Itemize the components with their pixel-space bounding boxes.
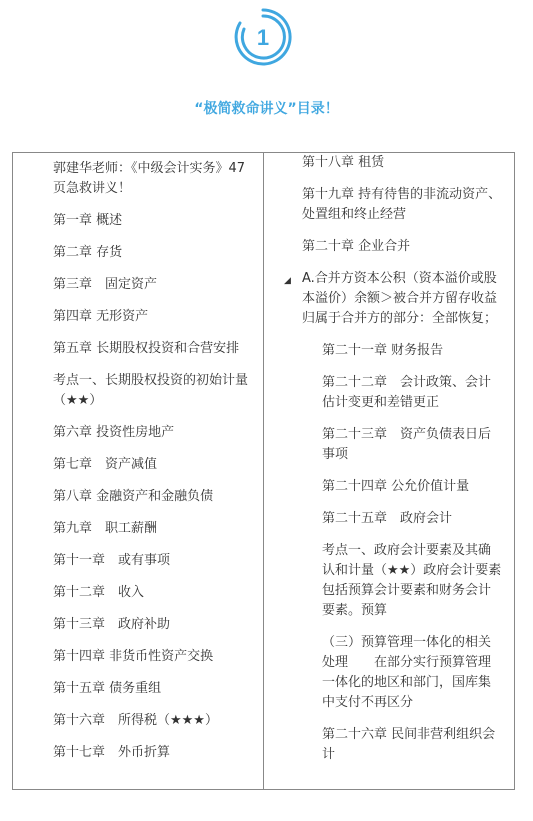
column-divider xyxy=(263,153,264,789)
toc-item[interactable]: 第七章 资产减值 xyxy=(53,457,158,472)
toc-item[interactable]: 第二十五章 政府会计 xyxy=(322,511,453,526)
toc-item[interactable]: 第五章 长期股权投资和合营安排 xyxy=(53,341,240,356)
toc-item[interactable]: 第一章 概述 xyxy=(53,213,123,228)
toc-item[interactable]: 第三章 固定资产 xyxy=(53,277,158,292)
toc-right-column xyxy=(302,153,502,777)
toc-item[interactable]: 第十五章 债务重组 xyxy=(53,681,162,696)
toc-item[interactable]: 第二十二章 会计政策、会计估计变更和差错更正 xyxy=(322,375,492,410)
toc-left-column xyxy=(53,153,253,775)
toc-item[interactable]: 第十八章 租赁 xyxy=(302,155,385,170)
toc-item[interactable]: 第九章 职工薪酬 xyxy=(53,521,158,536)
page-title: “极简救命讲义”目录！ xyxy=(194,101,339,117)
chapter-number-badge-icon xyxy=(232,6,294,68)
toc-item[interactable]: 第十六章 所得税（★★★） xyxy=(53,713,218,728)
toc-item[interactable]: 第四章 无形资产 xyxy=(53,309,149,324)
toc-item[interactable]: 第十九章 持有待售的非流动资产、处置组和终止经营 xyxy=(302,187,502,222)
toc-item[interactable]: 第十七章 外币折算 xyxy=(53,745,171,760)
toc-item[interactable]: 第二章 存货 xyxy=(53,245,123,260)
toc-item[interactable]: （三）预算管理一体化的相关处理 在部分实行预算管理一体化的地区和部门，国库集中支付不再区分 xyxy=(322,635,492,710)
toc-item[interactable]: 第二十章 企业合并 xyxy=(302,239,411,254)
toc-item[interactable]: 第十三章 政府补助 xyxy=(53,617,171,632)
toc-item[interactable]: 第六章 投资性房地产 xyxy=(53,425,175,440)
toc-item[interactable]: 第十一章 或有事项 xyxy=(53,553,171,568)
toc-item[interactable]: 第二十三章 资产负债表日后事项 xyxy=(322,427,492,462)
toc-item[interactable]: 考点一、长期股权投资的初始计量（★★） xyxy=(53,373,249,408)
toc-item[interactable]: 第二十四章 公允价值计量 xyxy=(322,479,470,494)
toc-item[interactable]: 第二十六章 民间非营利组织会计 xyxy=(322,727,496,762)
toc-item[interactable]: 第二十一章 财务报告 xyxy=(322,343,444,358)
toc-item[interactable]: 郭建华老师：《中级会计实务》47页急救讲义！ xyxy=(53,161,246,196)
toc-item[interactable]: A.合并方资本公积（资本溢价或股本溢价）余额＞被合并方留存收益归属于合并方的部分：全部恢复； xyxy=(302,271,498,326)
toc-item[interactable]: 第八章 金融资产和金融负债 xyxy=(53,489,214,504)
toc-item[interactable]: 第十四章 非货币性资产交换 xyxy=(53,649,214,664)
badge-number: 1 xyxy=(256,25,270,50)
collapse-triangle-icon[interactable]: ◢ xyxy=(284,276,291,286)
toc-table xyxy=(12,152,515,790)
toc-item[interactable]: 考点一、政府会计要素及其确认和计量（★★）政府会计要素包括预算会计要素和财务会计要素。预算 xyxy=(322,543,502,618)
toc-item[interactable]: 第十二章 收入 xyxy=(53,585,145,600)
